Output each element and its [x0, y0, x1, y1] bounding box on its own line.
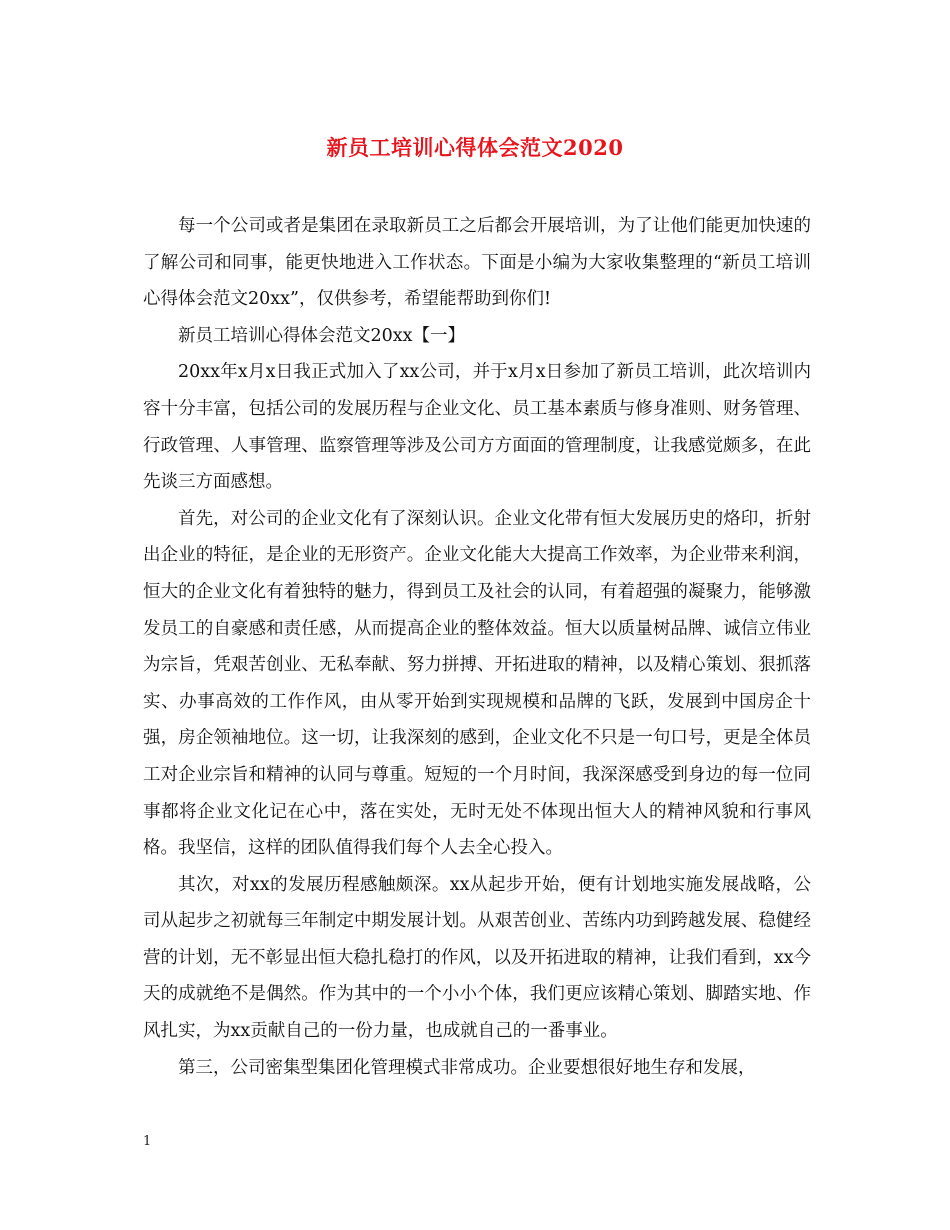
paragraph-development-history: 其次，对xx的发展历程感触颇深。xx从起步开始，便有计划地实施发展战略，公司从起步之初就每三年制定中期发展计划。从艰苦创业、苦练内功到跨越发展、稳健经营的计划，无不彰显出恒大稳扎稳打的作风，以及开拓进取的精神，让我们看到，xx今天的成就绝不是偶然。作为其中的一个小小个体，我们更应该精心策划、脚踏实地、作风扎实，为xx贡献自己的一份力量，也成就自己的一番事业。: [143, 874, 811, 1042]
document-body: [143, 208, 811, 1086]
paragraph-corporate-culture: 首先，对公司的企业文化有了深刻认识。企业文化带有恒大发展历史的烙印，折射出企业的特征，是企业的无形资产。企业文化能大大提高工作效率，为企业带来利润，恒大的企业文化有着独特的魅力，得到员工及社会的认同，有着超强的凝聚力，能够激发员工的自豪感和责任感，从而提高企业的整体效益。恒大以质量树品牌、诚信立伟业为宗旨，凭艰苦创业、无私奉献、努力拼搏、开拓进取的精神，以及精心策划、狠抓落实、办事高效的工作作风，由从零开始到实现规模和品牌的飞跃，发展到中国房企十强，房企领袖地位。这一切，让我深刻的感到，企业文化不只是一句口号，更是全体员工对企业宗旨和精神的认同与尊重。短短的一个月时间，我深深感受到身边的每一位同事都将企业文化记在心中，落在实处，无时无处不体现出恒大人的精神风貌和行事风格。我坚信，这样的团队值得我们每个人去全心投入。: [143, 508, 811, 859]
page-number: 1: [143, 1134, 152, 1149]
paragraph-training-overview: 20xx年x月x日我正式加入了xx公司，并于x月x日参加了新员工培训，此次培训内容十分丰富，包括公司的发展历程与企业文化、员工基本素质与修身准则、财务管理、行政管理、人事管理、监察管理等涉及公司方方面面的管理制度，让我感觉颇多，在此先谈三方面感想。: [143, 362, 811, 493]
paragraph-subheading: 新员工培训心得体会范文20xx【一】: [178, 325, 466, 346]
paragraph-intro: 每一个公司或者是集团在录取新员工之后都会开展培训，为了让他们能更加快速的了解公司和同事，能更快地进入工作状态。下面是小编为大家收集整理的“新员工培训心得体会范文20xx”，仅供参考，希望能帮助到你们!: [143, 216, 811, 310]
document-title: 新员工培训心得体会范文2020: [326, 135, 624, 160]
paragraph-management-model: 第三，公司密集型集团化管理模式非常成功。企业要想很好地生存和发展，: [178, 1057, 756, 1078]
